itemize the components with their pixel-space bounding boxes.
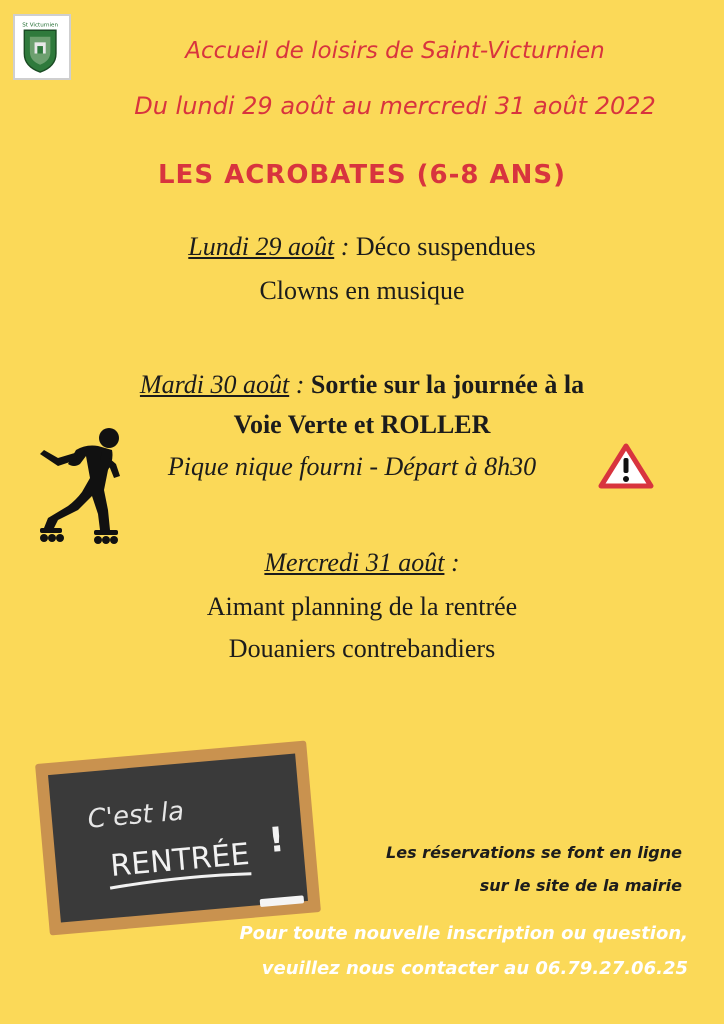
monday-label: Lundi 29 août xyxy=(188,232,335,261)
chalkboard-image xyxy=(28,730,328,945)
chalkboard-line1: C'est la xyxy=(86,796,186,835)
tuesday-activity2: Voie Verte et ROLLER xyxy=(233,410,491,439)
wednesday-line xyxy=(0,548,724,578)
reservation-line2: sur le site de la mairie xyxy=(479,876,682,895)
monday-line1 xyxy=(0,232,724,262)
header-title: Accueil de loisirs de Saint-Victurnien xyxy=(185,38,605,64)
tuesday-sep: : xyxy=(289,370,311,399)
wednesday-sep: : xyxy=(444,548,460,577)
wednesday-activity2: Douaniers contrebandiers xyxy=(228,634,496,663)
monday-sep: : xyxy=(334,232,356,261)
monday-activity2: Clowns en musique xyxy=(259,276,465,305)
tuesday-label: Mardi 30 août xyxy=(139,370,290,399)
chalkboard-exclaim: ! xyxy=(267,819,287,862)
reservation-line1: Les réservations se font en ligne xyxy=(386,843,682,862)
header-dates: Du lundi 29 août au mercredi 31 août 2022 xyxy=(134,92,656,120)
roller-skater-icon xyxy=(18,420,133,550)
warning-triangle-icon xyxy=(598,443,654,489)
group-title: LES ACROBATES (6-8 ANS) xyxy=(157,160,567,190)
chalkboard-line2: RENTRÉE xyxy=(109,836,251,884)
wednesday-label: Mercredi 31 août xyxy=(264,548,445,577)
tuesday-note: Pique nique fourni - Départ à 8h30 xyxy=(167,452,537,481)
monday-activity1: Déco suspendues xyxy=(355,232,536,261)
town-crest-logo xyxy=(13,14,71,80)
contact-line1: Pour toute nouvelle inscription ou question, xyxy=(239,923,688,944)
tuesday-activity1: Sortie sur la journée à la xyxy=(310,370,585,399)
tuesday-line1 xyxy=(0,370,724,400)
contact-line2: veuillez nous contacter au 06.79.27.06.25 xyxy=(261,958,688,979)
wednesday-activity1: Aimant planning de la rentrée xyxy=(206,592,518,621)
logo-text: St Victurnien xyxy=(22,22,59,29)
